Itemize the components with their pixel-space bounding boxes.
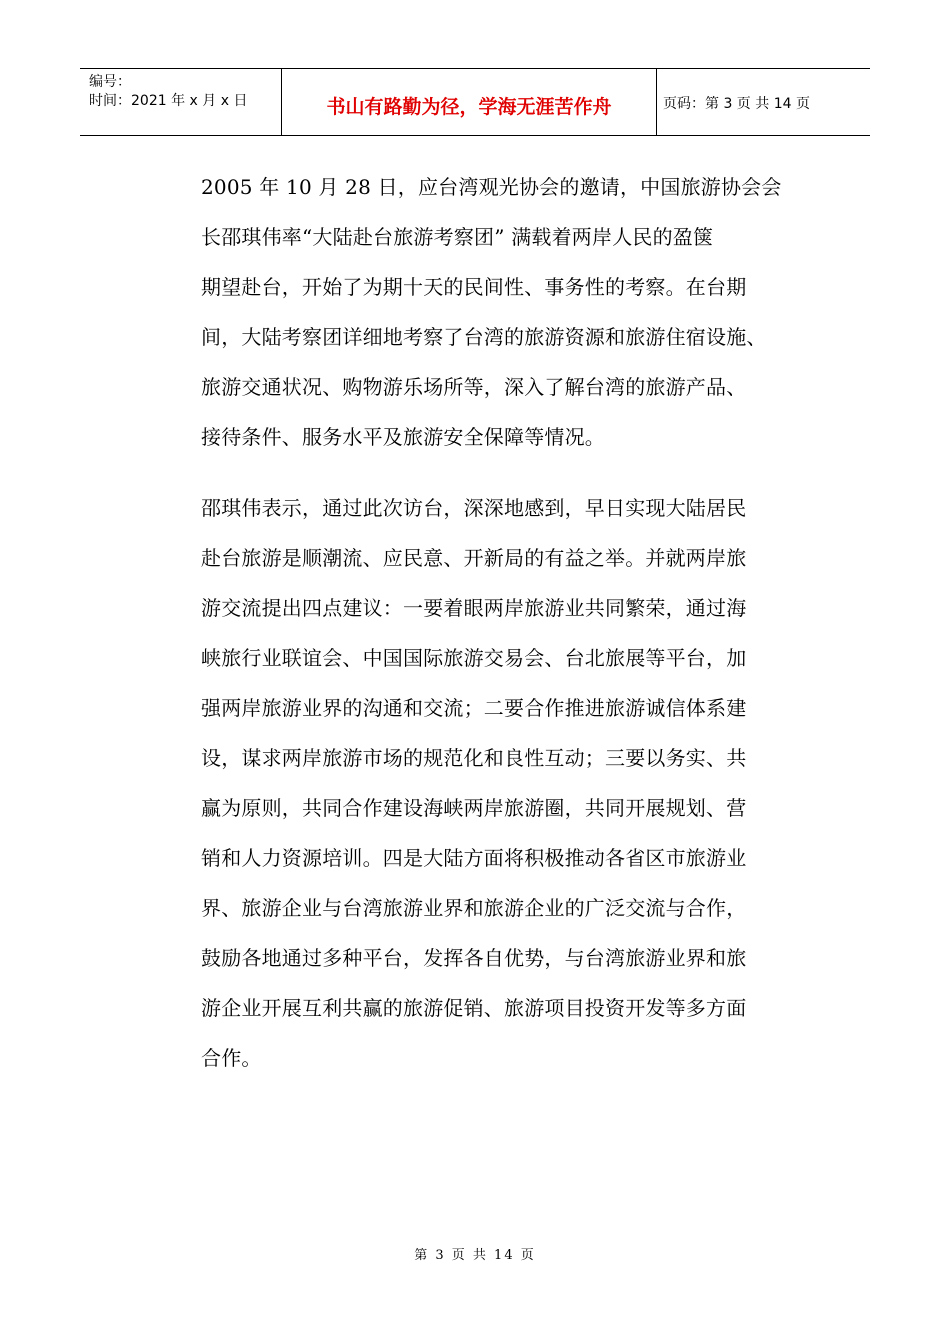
header-motto: 书山有路勤为径，学海无涯苦作舟 — [326, 95, 612, 118]
paragraph-spacer — [201, 462, 831, 483]
paragraph-line: 界、旅游企业与台湾旅游业界和旅游企业的广泛交流与合作， — [201, 896, 747, 920]
document-number-label: 编号： — [89, 74, 131, 90]
paragraph-line: 游企业开展互利共赢的旅游促销、旅游项目投资开发等多方面 — [201, 996, 747, 1020]
header-page-cell — [657, 69, 870, 135]
paragraph-1 — [201, 162, 831, 462]
paragraph-2 — [201, 483, 831, 1083]
paragraph-line: 销和人力资源培训。四是大陆方面将积极推动各省区市旅游业 — [201, 846, 747, 870]
footer-page-number: 第 3 页 共 14 页 — [414, 1248, 536, 1263]
document-body — [201, 162, 831, 1083]
paragraph-line: 峡旅行业联谊会、中国国际旅游交易会、台北旅展等平台，加 — [201, 646, 747, 670]
paragraph-line: 鼓励各地通过多种平台，发挥各自优势，与台湾旅游业界和旅 — [201, 946, 747, 970]
paragraph-line: 赴台旅游是顺潮流、应民意、开新局的有益之举。并就两岸旅 — [201, 546, 747, 570]
header-motto-cell — [282, 69, 657, 135]
paragraph-line: 邵琪伟表示，通过此次访台，深深地感到，早日实现大陆居民 — [201, 496, 747, 520]
paragraph-line: 间，大陆考察团详细地考察了台湾的旅游资源和旅游住宿设施、 — [201, 325, 767, 349]
paragraph-line: 游交流提出四点建议：一要着眼两岸旅游业共同繁荣，通过海 — [201, 596, 747, 620]
paragraph-line: 强两岸旅游业界的沟通和交流；二要合作推进旅游诚信体系建 — [201, 696, 747, 720]
document-date-label: 时间：2021 年 x 月 x 日 — [89, 93, 248, 109]
paragraph-line: 赢为原则，共同合作建设海峡两岸旅游圈，共同开展规划、营 — [201, 796, 747, 820]
document-header — [80, 68, 870, 136]
paragraph-line: 2005 年 10 月 28 日，应台湾观光协会的邀请，中国旅游协会会 — [201, 175, 782, 199]
paragraph-line: 设，谋求两岸旅游市场的规范化和良性互动；三要以务实、共 — [201, 746, 747, 770]
paragraph-line: 长邵琪伟率“大陆赴台旅游考察团” 满载着两岸人民的盈箧 — [201, 225, 714, 249]
paragraph-line: 旅游交通状况、购物游乐场所等，深入了解台湾的旅游产品、 — [201, 375, 747, 399]
header-page-label: 页码：第 3 页 共 14 页 — [663, 96, 810, 112]
paragraph-line: 合作。 — [201, 1046, 262, 1070]
paragraph-line: 期望赴台，开始了为期十天的民间性、事务性的考察。在台期 — [201, 275, 747, 299]
page-footer — [0, 1244, 950, 1263]
header-meta-cell — [80, 69, 282, 135]
paragraph-line: 接待条件、服务水平及旅游安全保障等情况。 — [201, 425, 605, 449]
